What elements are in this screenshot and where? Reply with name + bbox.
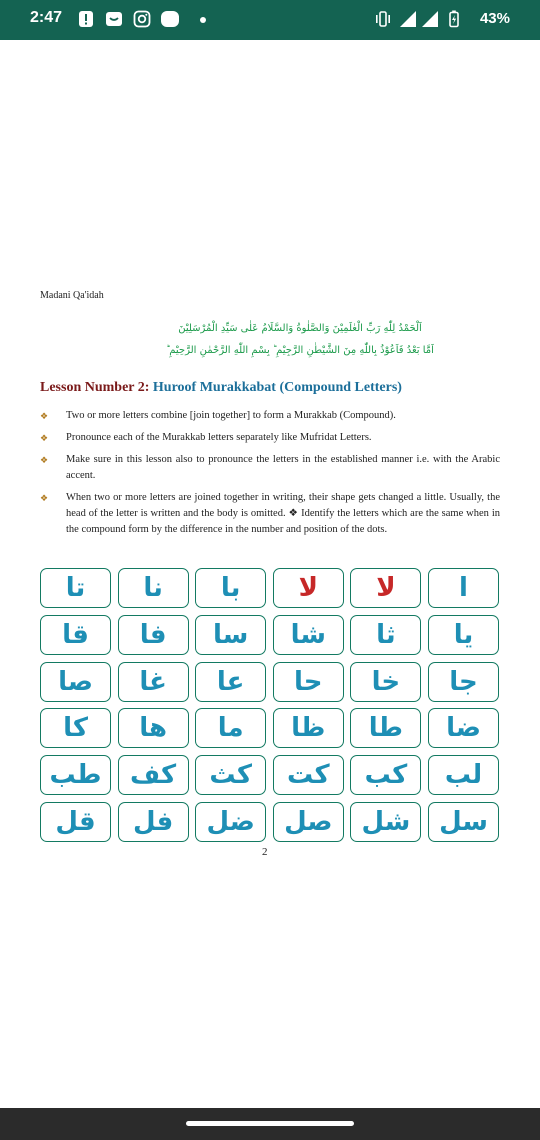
list-item	[40, 408, 500, 424]
letter-cell: قل	[40, 802, 111, 842]
diamond-bullet-icon: ❖	[40, 493, 49, 503]
diamond-bullet-icon: ❖	[40, 455, 49, 465]
lesson-name: Huroof Murakkabat (Compound Letters)	[149, 380, 402, 395]
letter-cell: خا	[350, 662, 421, 702]
status-bar	[0, 0, 540, 40]
list-item-text: Pronounce each of the Murakkab letters separately like Mufridat Letters.	[66, 432, 372, 443]
list-item	[40, 430, 500, 446]
battery-percent: 43%	[479, 10, 510, 27]
list-item-text: When two or more letters are joined together in writing, their shape gets changed a little. Usually, the head of the letter is written and the body is omitted. ❖ Identify the letters which are the same when in the compound form by the difference in the number and position of the dots.	[66, 492, 500, 535]
letter-cell: لا	[273, 568, 344, 608]
battery-icon	[444, 9, 464, 29]
alert-icon	[76, 9, 96, 29]
letter-cell: غا	[118, 662, 189, 702]
arabic-invocation-line-2: اَمَّا بَعْدُ فَاَعُوْذُ بِاللّٰهِ مِنَ الشَّیْطٰنِ الرَّجِیْمِ ؕ بِسْمِ اللّٰهِ الرَّحْمٰنِ الرَّحِیْمِ ؕ	[166, 345, 434, 356]
letter-cell: ظا	[273, 708, 344, 748]
letter-cell: سل	[428, 802, 499, 842]
letter-cell: تا	[40, 568, 111, 608]
letter-cell: سا	[195, 615, 266, 655]
book-title: Madani Qa'idah	[40, 290, 104, 301]
home-gesture-handle[interactable]	[186, 1121, 354, 1126]
letter-cell: با	[195, 568, 266, 608]
vibrate-icon	[373, 9, 393, 29]
dot-icon	[193, 9, 213, 29]
message-icon	[104, 9, 124, 29]
letter-cell: لب	[428, 755, 499, 795]
letter-cell: شا	[273, 615, 344, 655]
letter-cell: عا	[195, 662, 266, 702]
navigation-bar	[0, 1108, 540, 1140]
letter-cell: شل	[350, 802, 421, 842]
letter-cell: ھا	[118, 708, 189, 748]
letter-cell: طا	[350, 708, 421, 748]
letter-cell: ا	[428, 568, 499, 608]
signal-icon	[420, 9, 440, 29]
letter-cell: ضا	[428, 708, 499, 748]
letter-cell: کث	[195, 755, 266, 795]
list-item-text: Two or more letters combine [join together] to form a Murakkab (Compound).	[66, 410, 396, 421]
letter-cell: کب	[350, 755, 421, 795]
status-time: 2:47	[30, 9, 63, 26]
letter-cell: یا	[428, 615, 499, 655]
letter-cell: کا	[40, 708, 111, 748]
instagram-icon	[132, 9, 152, 29]
letter-cell: طب	[40, 755, 111, 795]
list-item	[40, 452, 500, 484]
letter-cell: فل	[118, 802, 189, 842]
list-item-text: Make sure in this lesson also to pronounce the letters in the established manner i.e. with the Arabic accent.	[66, 454, 500, 481]
letter-cell: صا	[40, 662, 111, 702]
letter-cell: ضل	[195, 802, 266, 842]
letter-cell: صل	[273, 802, 344, 842]
document-page[interactable]	[0, 40, 540, 1108]
letter-cell: ما	[195, 708, 266, 748]
lesson-number: Lesson Number 2:	[40, 380, 150, 395]
letter-cell: کف	[118, 755, 189, 795]
arabic-invocation-line-1: اَلْحَمْدُ لِلّٰهِ رَبِّ الْعٰلَمِیْنَ وَالصَّلٰوةُ وَالسَّلَامُ عَلٰی سَیِّدِ الْمُرْسَلِیْنَ	[178, 323, 422, 334]
instruction-list	[40, 408, 500, 544]
signal-icon	[398, 9, 418, 29]
page-number: 2	[262, 846, 268, 858]
app-icon	[160, 9, 180, 29]
lesson-title	[40, 380, 402, 396]
letter-cell: قا	[40, 615, 111, 655]
diamond-bullet-icon: ❖	[40, 433, 49, 443]
letter-cell: ثا	[350, 615, 421, 655]
letter-cell: نا	[118, 568, 189, 608]
compound-letters-grid	[40, 568, 499, 842]
diamond-bullet-icon: ❖	[40, 411, 49, 421]
letter-cell: لا	[350, 568, 421, 608]
letter-cell: فا	[118, 615, 189, 655]
letter-cell: کت	[273, 755, 344, 795]
letter-cell: حا	[273, 662, 344, 702]
list-item	[40, 490, 500, 538]
letter-cell: جا	[428, 662, 499, 702]
